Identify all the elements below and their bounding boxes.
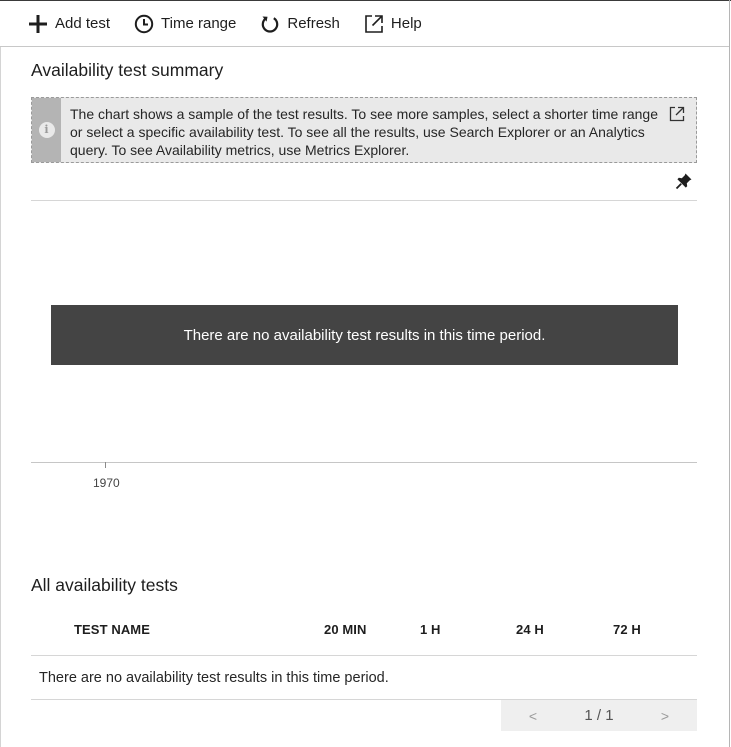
pagination (501, 700, 697, 731)
empty-table-message: There are no availability test results in this time period. (39, 670, 389, 686)
previous-page-button[interactable]: < (528, 707, 538, 724)
info-message-text: The chart shows a sample of the test results. To see more samples, select a shorter time range or select a specific availability test. To see all the results, use Search Explorer or an Analytics query. To see Availability metrics, use Metrics Explorer. (70, 106, 659, 158)
divider (31, 200, 697, 201)
x-tick-label: 1970 (93, 476, 120, 490)
summary-title: Availability test summary (31, 60, 224, 80)
open-external-icon[interactable] (669, 106, 685, 127)
help-button[interactable] (364, 9, 422, 39)
clock-icon (134, 14, 154, 34)
column-header-24-h[interactable]: 24 H (516, 622, 544, 637)
refresh-icon (260, 14, 280, 34)
info-gutter (32, 98, 61, 162)
column-header-20-min[interactable]: 20 MIN (324, 622, 367, 637)
x-axis-tick (105, 462, 106, 468)
command-bar (0, 1, 729, 47)
time-range-button[interactable] (134, 9, 236, 39)
pin-icon[interactable] (675, 172, 693, 195)
content-left-border (0, 47, 1, 747)
info-message-box (31, 97, 697, 163)
info-icon: i (39, 122, 55, 138)
tests-title: All availability tests (31, 575, 178, 595)
table-header-divider (31, 655, 697, 656)
open-external-icon (364, 14, 384, 34)
help-label: Help (390, 15, 422, 32)
time-range-label: Time range (161, 15, 237, 32)
x-axis-line (31, 462, 697, 463)
refresh-button[interactable] (260, 9, 340, 39)
plus-icon (28, 14, 48, 34)
next-page-button[interactable]: > (660, 707, 670, 724)
add-test-label: Add test (55, 15, 111, 32)
add-test-button[interactable] (28, 9, 110, 39)
page-indicator: 1 / 1 (584, 707, 614, 724)
window-right-border (729, 0, 730, 747)
refresh-label: Refresh (287, 15, 340, 32)
column-header-test-name[interactable]: TEST NAME (74, 622, 151, 637)
no-data-banner: There are no availability test results in this time period. (51, 305, 678, 365)
column-header-1-h[interactable]: 1 H (420, 622, 441, 637)
column-header-72-h[interactable]: 72 H (613, 622, 641, 637)
